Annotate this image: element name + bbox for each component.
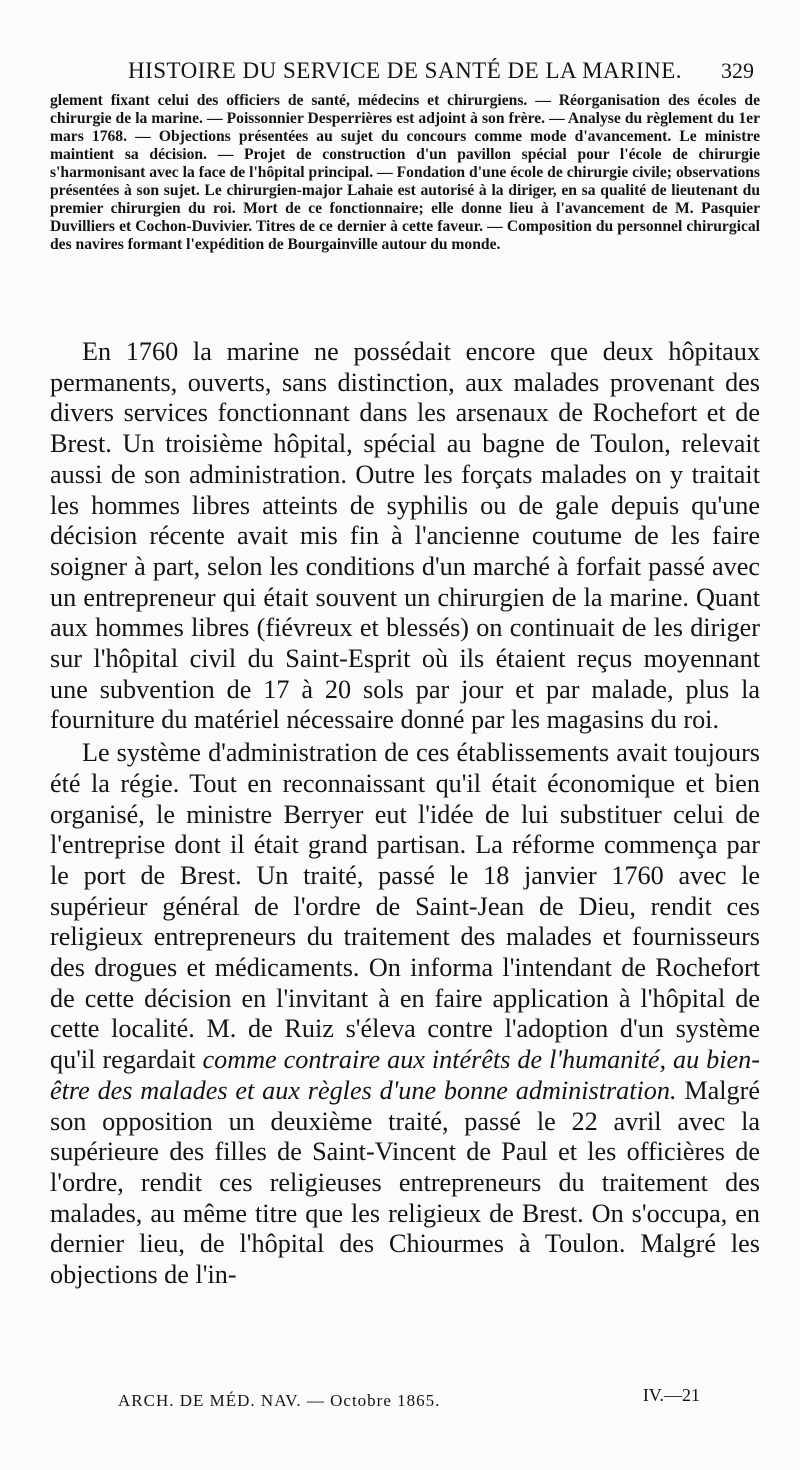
chapter-summary: glement fixant celui des officiers de santé, médecins et chirurgiens. — Réorganisation des écoles de chirurgie de la marine. — Poissonnier Desperrières est adjoint à son frère. — Analyse du règlement du 1er mars 1768. — Objections présentées au sujet du concours comme mode d'avancement. Le ministre maintient sa décision. — Projet de construction d'un pavillon spécial pour l'école de chirurgie s'harmonisant avec la face de l'hôpital principal. — Fondation d'une école de chirurgie civile; observations présentées à son sujet. Le chirurgien-major Lahaie est autorisé à la diriger, en sa qualité de lieutenant du premier chirurgien du roi. Mort de ce fonctionnaire; elle donne lieu à l'avancement de M. Pasquier Duvilliers et Cochon-Duvivier. Titres de ce dernier à cette faveur. — Composition du personnel chirurgical des navires formant l'expédition de Bourgainville autour du monde. <box>50 92 760 253</box>
paragraph <box>50 738 760 1291</box>
quoted-italic-text: comme contraire aux intérêts de l'humanité, au bien-être des malades et aux règles d'une bonne administration. <box>50 1045 760 1105</box>
body-text <box>50 337 760 1291</box>
page-number: 329 <box>721 58 754 83</box>
paragraph: En 1760 la marine ne possédait encore que deux hôpitaux permanents, ouverts, sans distinction, aux malades provenant des divers services fonctionnant dans les arsenaux de Rochefort et de Brest. Un troisième hôpital, spécial au bagne de Toulon, relevait aussi de son administration. Outre les forçats malades on y traitait les hommes libres atteints de syphilis ou de gale depuis qu'une décision récente avait mis fin à l'ancienne coutume de les faire soigner à part, selon les conditions d'un marché à forfait passé avec un entrepreneur qui était souvent un chirurgien de la marine. Quant aux hommes libres (fiévreux et blessés) on continuait de les diriger sur l'hôpital civil du Saint-Esprit où ils étaient reçus moyennant une subvention de 17 à 20 sols par jour et par malade, plus la fourniture du matériel nécessaire donné par les magasins du roi. <box>50 337 760 735</box>
paragraph-text: Le système d'administration de ces établissements avait toujours été la régie. Tout en reconnaissant qu'il était économique et bien organisé, le ministre Berryer eut l'idée de lui substituer celui de l'entreprise dont il était grand partisan. La réforme commença par le port de Brest. Un traité, passé le 18 janvier 1760 avec le supérieur général de l'ordre de Saint-Jean de Dieu, rendit ces religieux entrepreneurs du traitement des malades et fournisseurs des drogues et médicaments. On informa l'intendant de Rochefort de cette décision en l'invitant à en faire application à l'hôpital de cette localité. M. de Ruiz s'éleva contre l'adoption d'un système qu'il regardait <box>50 738 760 1075</box>
running-title: HISTOIRE DU SERVICE DE SANTÉ DE LA MARINE. <box>127 58 683 83</box>
paragraph-text: Malgré son opposition un deuxième traité, passé le 22 avril avec la supérieure des filles de Saint-Vincent de Paul et les officières de l'ordre, rendit ces religieuses entrepreneurs du traitement des malades, au même titre que les religieux de Brest. On s'occupa, en dernier lieu, de l'hôpital des Chiourmes à Toulon. Malgré les objections de l'in- <box>50 1075 760 1290</box>
page-footer <box>50 1385 760 1419</box>
printer-signature: IV.—21 <box>642 1385 700 1405</box>
journal-reference: ARCH. DE MÉD. NAV. — Octobre 1865. <box>118 1391 441 1410</box>
running-head <box>50 58 760 88</box>
